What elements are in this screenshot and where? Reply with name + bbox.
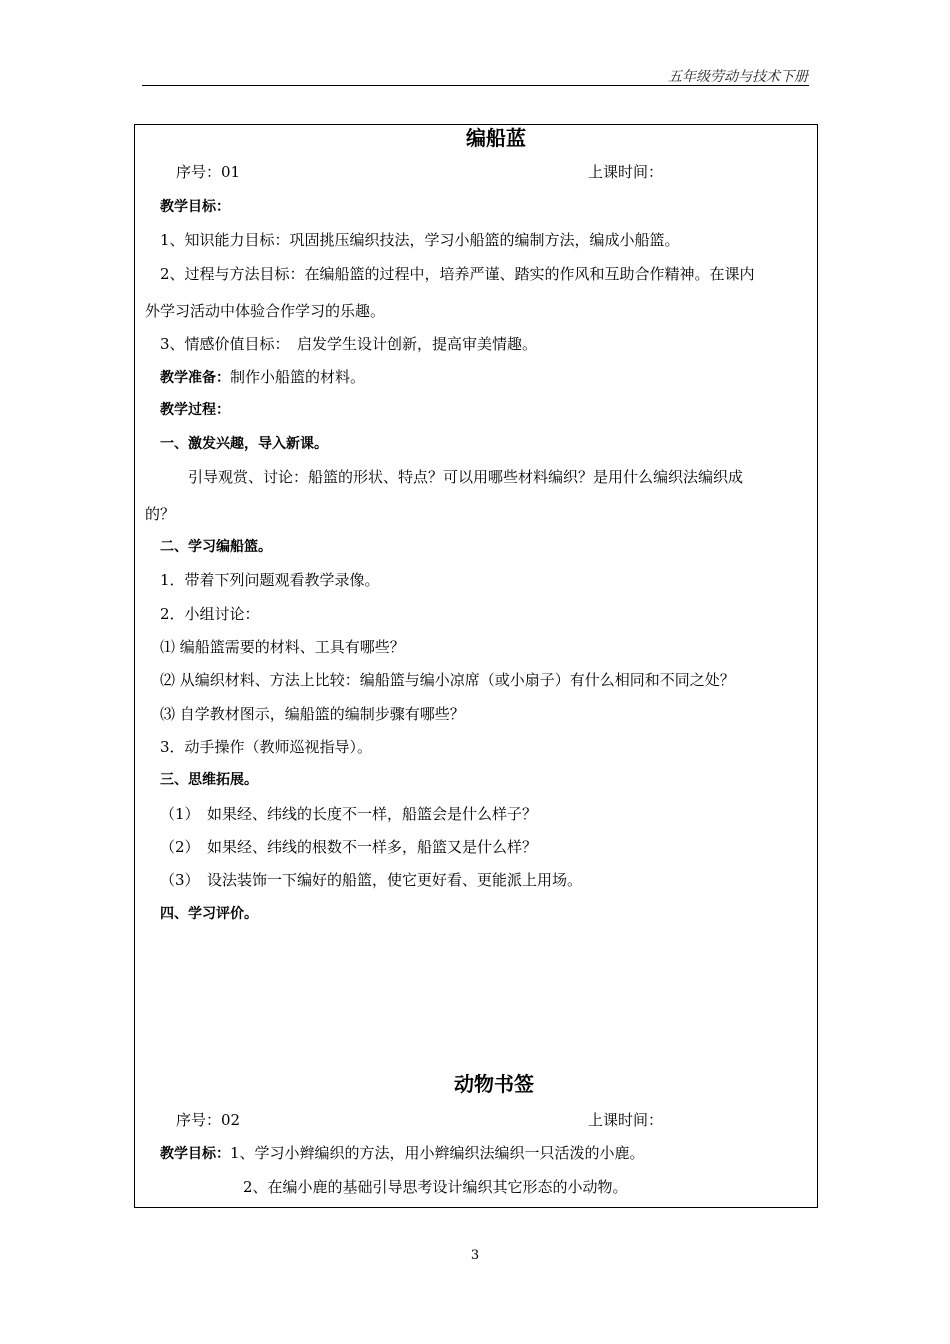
lesson1-goal2-line1: 2、过程与方法目标：在编船篮的过程中，培养严谨、踏实的作风和互助合作精神。在课内 xyxy=(160,265,755,283)
lesson1-goal1: 1、知识能力目标：巩固挑压编织技法，学习小船篮的编制方法，编成小船篮。 xyxy=(160,231,680,249)
running-header: 五年级劳动与技术下册 xyxy=(668,69,808,85)
lesson1-prep-text: 制作小船篮的材料。 xyxy=(230,368,366,386)
lesson1-step3-heading: 三、思维拓展。 xyxy=(160,772,258,788)
lesson1-prep xyxy=(160,370,365,385)
lesson2-goals-heading: 教学目标： xyxy=(160,1146,230,1162)
lesson1-title: 编船蓝 xyxy=(466,126,526,150)
lesson1-step4-heading: 四、学习评价。 xyxy=(160,906,258,922)
lesson2-goal2: 2、在编小鹿的基础引导思考设计编织其它形态的小动物。 xyxy=(243,1178,628,1196)
lesson1-question2: ⑵ 从编织材料、方法上比较：编船篮与编小凉席（或小扇子）有什么相同和不同之处？ xyxy=(160,671,735,689)
lesson1-item3: 3．动手操作（教师巡视指导）。 xyxy=(160,738,373,756)
lesson1-goals-heading: 教学目标： xyxy=(160,199,230,215)
lesson1-extension2: （2） 如果经、纬线的根数不一样多，船篮又是什么样？ xyxy=(160,838,538,856)
lesson1-item2: 2．小组讨论： xyxy=(160,605,260,623)
page-number: 3 xyxy=(470,1248,480,1263)
lesson1-step1-line1: 引导观赏、讨论：船篮的形状、特点？可以用哪些材料编织？是用什么编织法编织成 xyxy=(188,468,744,486)
lesson2-goals xyxy=(160,1146,645,1161)
lesson2-title: 动物书签 xyxy=(454,1072,534,1096)
lesson-table-frame xyxy=(134,124,818,1208)
lesson1-extension1: （1） 如果经、纬线的长度不一样，船篮会是什么样子？ xyxy=(160,805,538,823)
header-rule xyxy=(142,85,809,86)
lesson1-class-time: 上课时间： xyxy=(588,163,664,181)
lesson1-prep-heading: 教学准备： xyxy=(160,370,230,386)
lesson1-question3: ⑶ 自学教材图示，编船篮的编制步骤有哪些？ xyxy=(160,705,465,723)
lesson1-process-heading: 教学过程： xyxy=(160,402,230,418)
lesson1-goal2-line2: 外学习活动中体验合作学习的乐趣。 xyxy=(145,302,386,320)
lesson1-goal3: 3、情感价值目标： 启发学生设计创新，提高审美情趣。 xyxy=(160,335,538,353)
lesson1-question1: ⑴ 编船篮需要的材料、工具有哪些？ xyxy=(160,638,405,656)
lesson1-item1: 1．带着下列问题观看教学录像。 xyxy=(160,571,380,589)
lesson1-step1-heading: 一、激发兴趣，导入新课。 xyxy=(160,436,328,452)
lesson1-extension3: （3） 设法装饰一下编好的船篮，使它更好看、更能派上用场。 xyxy=(160,871,583,889)
lesson1-serial: 序号：01 xyxy=(176,163,241,181)
lesson1-step1-line2: 的？ xyxy=(145,505,176,523)
lesson2-serial: 序号：02 xyxy=(176,1111,241,1129)
lesson2-goal1: 1、学习小辫编织的方法，用小辫编织法编织一只活泼的小鹿。 xyxy=(230,1144,645,1162)
lesson2-class-time: 上课时间： xyxy=(588,1111,664,1129)
lesson1-step2-heading: 二、学习编船篮。 xyxy=(160,539,272,555)
